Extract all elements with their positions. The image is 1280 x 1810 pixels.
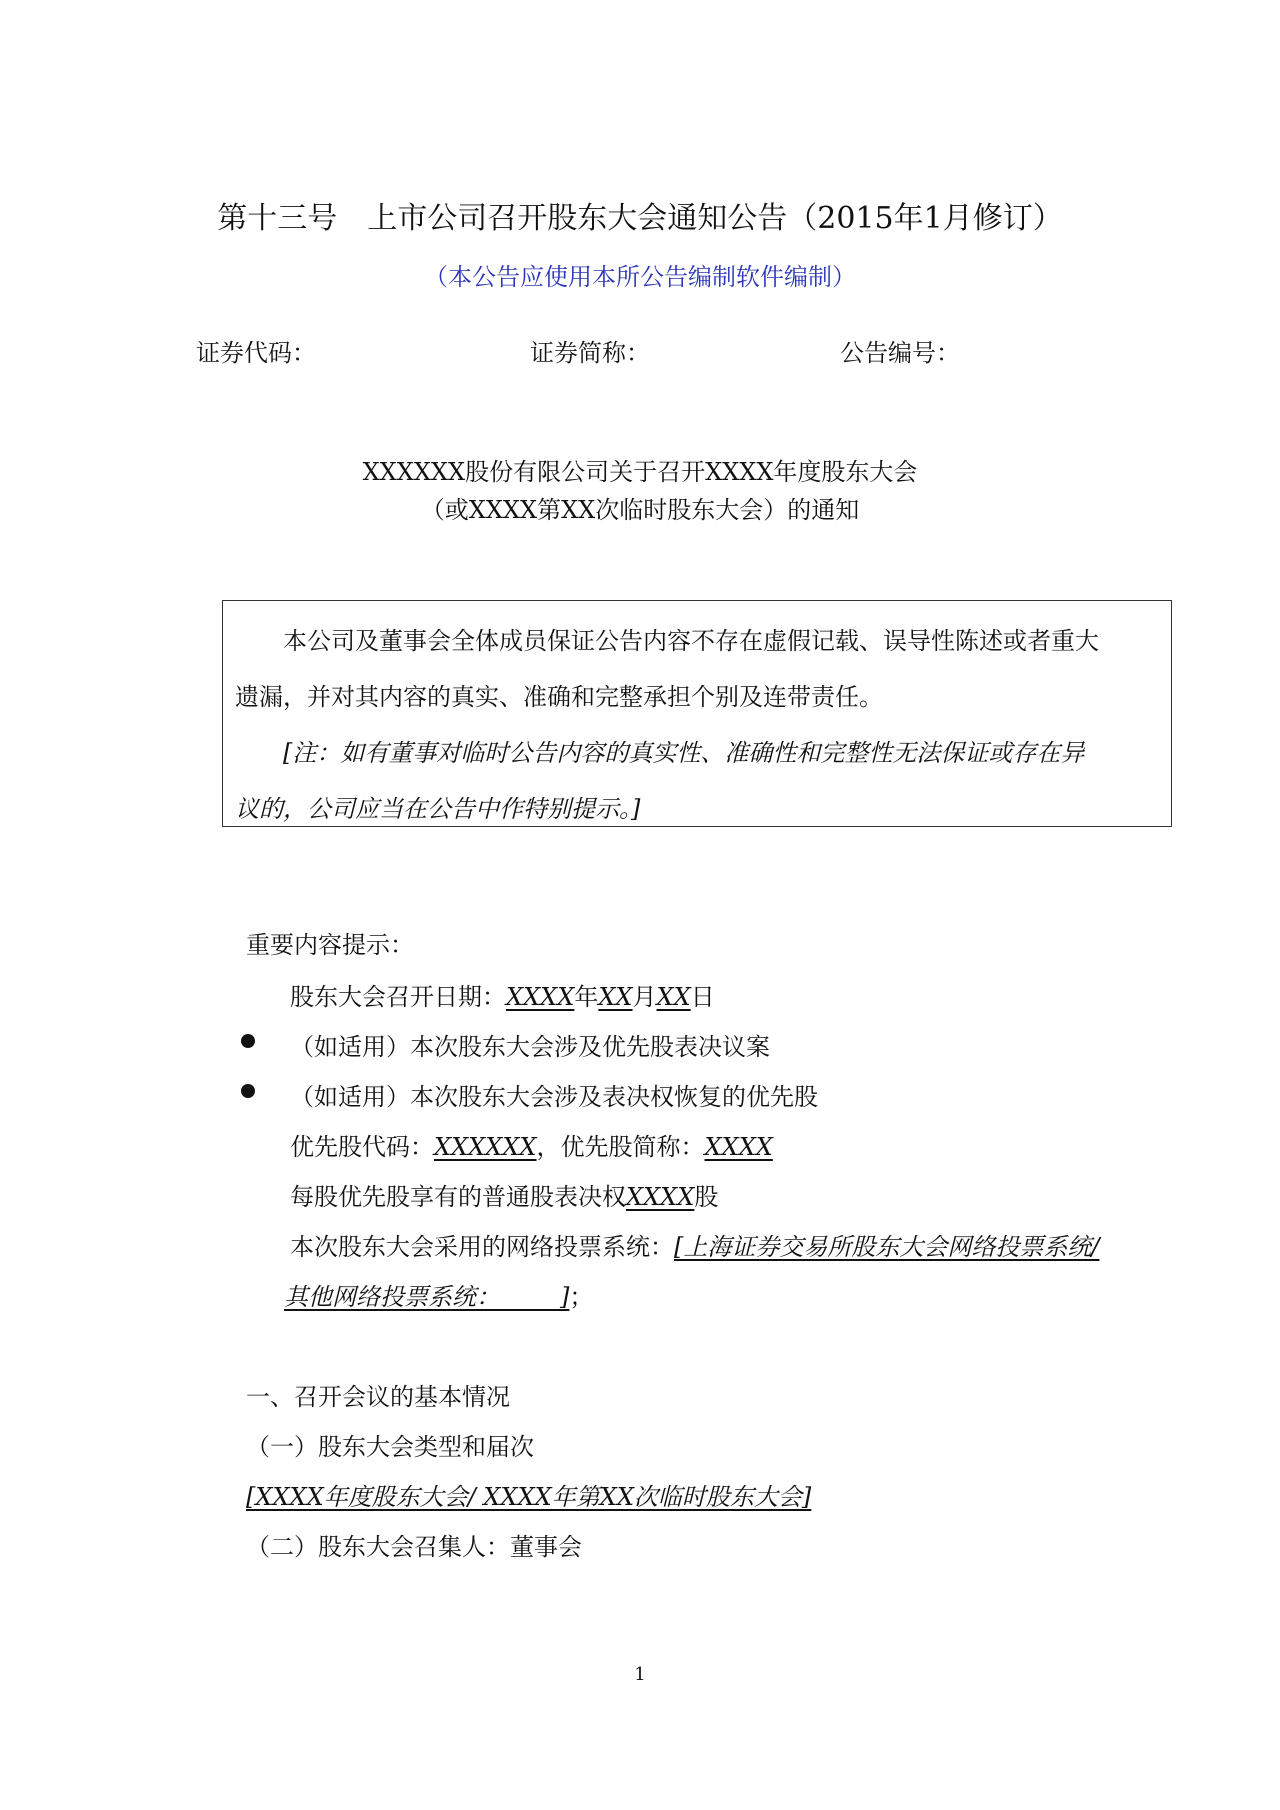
voting-system-line-2 <box>284 1277 593 1312</box>
preferred-abbr-value: XXXX <box>704 1133 773 1161</box>
voting-rights-unit: 股 <box>694 1183 719 1211</box>
voting-system-label: 本次股东大会采用的网络投票系统： <box>290 1233 674 1261</box>
preferred-code-label: 优先股代码： <box>290 1133 434 1161</box>
important-heading: 重要内容提示： <box>246 931 414 959</box>
meeting-date-line <box>290 977 715 1012</box>
section-1-heading: 一、召开会议的基本情况 <box>246 1383 510 1411</box>
voting-rights-line <box>290 1177 718 1212</box>
page-number: 1 <box>634 1664 646 1685</box>
notice-title-line-2: （或XXXX第XX次临时股东大会）的通知 <box>420 496 860 524</box>
preferred-abbr-label: ，优先股简称： <box>536 1133 705 1161</box>
voting-system-line-1 <box>290 1227 1099 1262</box>
announcement-number-label: 公告编号： <box>840 339 960 367</box>
voting-rights-label: 每股优先股享有的普通股表决权 <box>290 1183 626 1211</box>
year-unit: 年 <box>574 983 599 1011</box>
voting-rights-value: XXXX <box>626 1183 695 1211</box>
document-subtitle: （本公告应使用本所公告编制软件编制） <box>424 263 856 291</box>
meeting-date-month: XX <box>598 983 633 1011</box>
statement-note-line-1: [注：如有董事对临时公告内容的真实性、准确性和完整性无法保证或存在异 <box>283 739 1085 767</box>
meeting-date-label: 股东大会召开日期： <box>290 983 506 1011</box>
bullet-icon <box>241 1084 255 1098</box>
meeting-date-year: XXXX <box>506 983 575 1011</box>
voting-system-end: ； <box>569 1283 594 1311</box>
preferred-stock-voting-item: （如适用）本次股东大会涉及优先股表决议案 <box>290 1033 770 1061</box>
day-unit: 日 <box>690 983 715 1011</box>
voting-system-value-2: 其他网络投票系统： ] <box>284 1283 570 1311</box>
preferred-stock-restored-item: （如适用）本次股东大会涉及表决权恢复的优先股 <box>290 1083 818 1111</box>
responsibility-statement-box <box>222 600 1172 827</box>
statement-line-1: 本公司及董事会全体成员保证公告内容不存在虚假记载、误导性陈述或者重大 <box>283 627 1099 655</box>
meeting-type-heading: （一）股东大会类型和届次 <box>246 1433 534 1461</box>
bullet-icon <box>241 1034 255 1048</box>
preferred-code-value: XXXXXX <box>434 1133 537 1161</box>
convener-line: （二）股东大会召集人：董事会 <box>246 1533 582 1561</box>
notice-title-line-1: XXXXXX股份有限公司关于召开XXXX年度股东大会 <box>362 458 918 486</box>
month-unit: 月 <box>632 983 657 1011</box>
meeting-type-value: [XXXX年度股东大会/ XXXX年第XX次临时股东大会] <box>246 1483 812 1511</box>
meeting-date-day: XX <box>656 983 691 1011</box>
preferred-stock-code-line <box>290 1127 773 1162</box>
securities-abbreviation-label: 证券简称： <box>530 339 650 367</box>
document-title: 第十三号 上市公司召开股东大会通知公告（2015年1月修订） <box>217 201 1063 236</box>
statement-line-2: 遗漏，并对其内容的真实、准确和完整承担个别及连带责任。 <box>235 683 883 711</box>
statement-note-line-2: 议的，公司应当在公告中作特别提示。] <box>235 795 641 823</box>
voting-system-value-1: [上海证券交易所股东大会网络投票系统/ <box>674 1233 1100 1261</box>
securities-code-label: 证券代码： <box>196 339 316 367</box>
